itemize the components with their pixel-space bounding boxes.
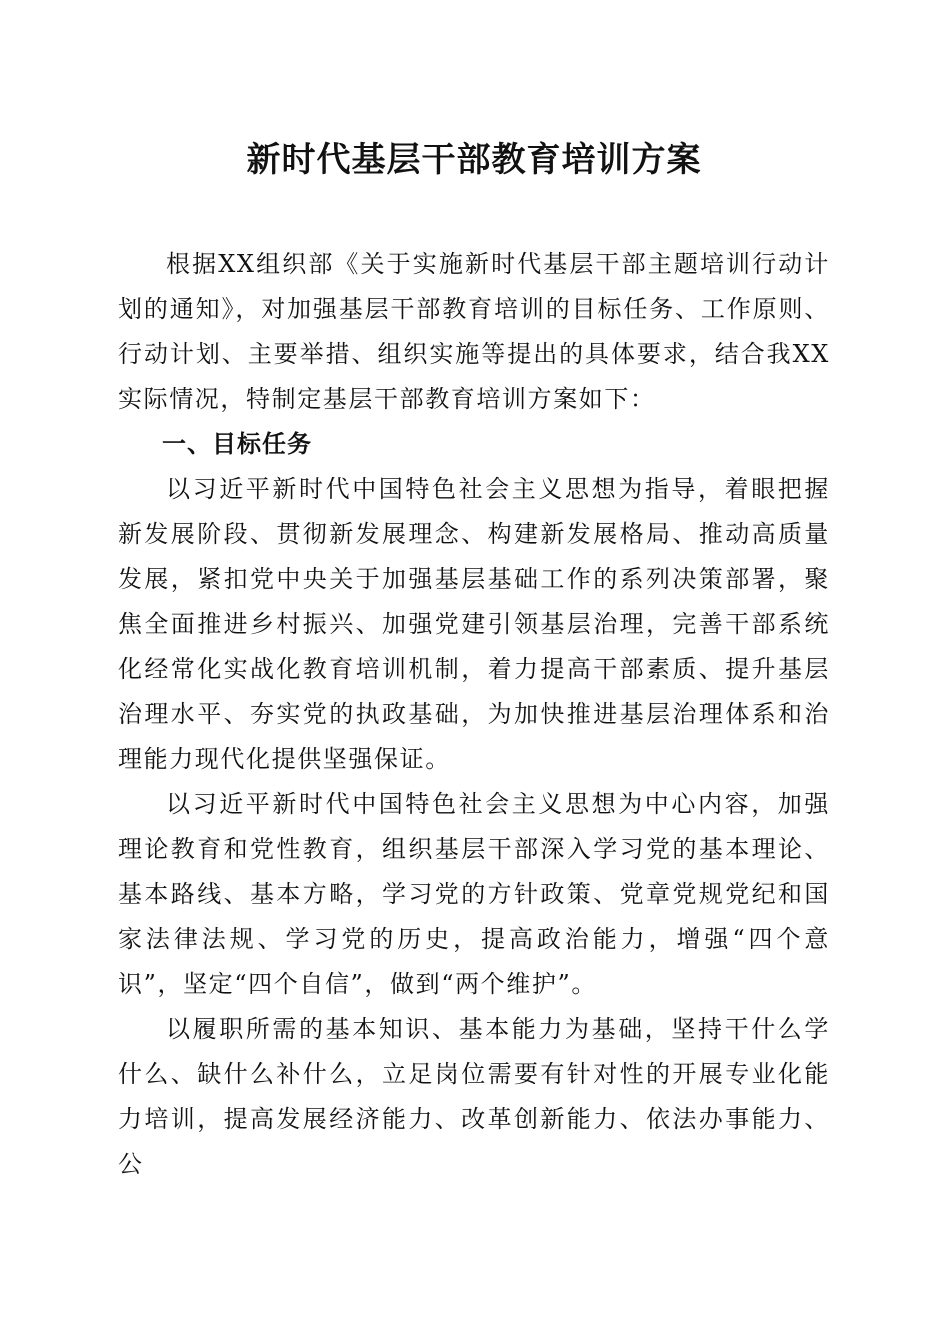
document-page	[118, 130, 830, 1187]
section-heading-goals: 一、目标任务	[162, 430, 312, 458]
body-paragraph: 以习近平新时代中国特色社会主义思想为指导，着眼把握新发展阶段、贯彻新发展理念、构建新发展格局、推动高质量发展，紧扣党中央关于加强基层基础工作的系列决策部署，聚焦全面推进乡村振兴、加强党建引领基层治理，完善干部系统化经常化实战化教育培训机制，着力提高干部素质、提升基层治理水平、夯实党的执政基础，为加快推进基层治理体系和治理能力现代化提供坚强保证。	[118, 475, 830, 773]
body-paragraph: 以履职所需的基本知识、基本能力为基础，坚持干什么学什么、缺什么补什么，立足岗位需要有针对性的开展专业化能力培训，提高发展经济能力、改革创新能力、依法办事能力、公	[118, 1015, 830, 1178]
document-title: 新时代基层干部教育培训方案	[246, 140, 702, 180]
body-paragraph: 以习近平新时代中国特色社会主义思想为中心内容，加强理论教育和党性教育，组织基层干部深入学习党的基本理论、基本路线、基本方略，学习党的方针政策、党章党规党纪和国家法律法规、学习党的历史，提高政治能力，增强“四个意识”，坚定“四个自信”，做到“两个维护”。	[118, 790, 830, 998]
intro-paragraph: 根据XX组织部《关于实施新时代基层干部主题培训行动计划的通知》，对加强基层干部教育培训的目标任务、工作原则、行动计划、主要举措、组织实施等提出的具体要求，结合我XX实际情况，特制定基层干部教育培训方案如下：	[118, 250, 830, 413]
